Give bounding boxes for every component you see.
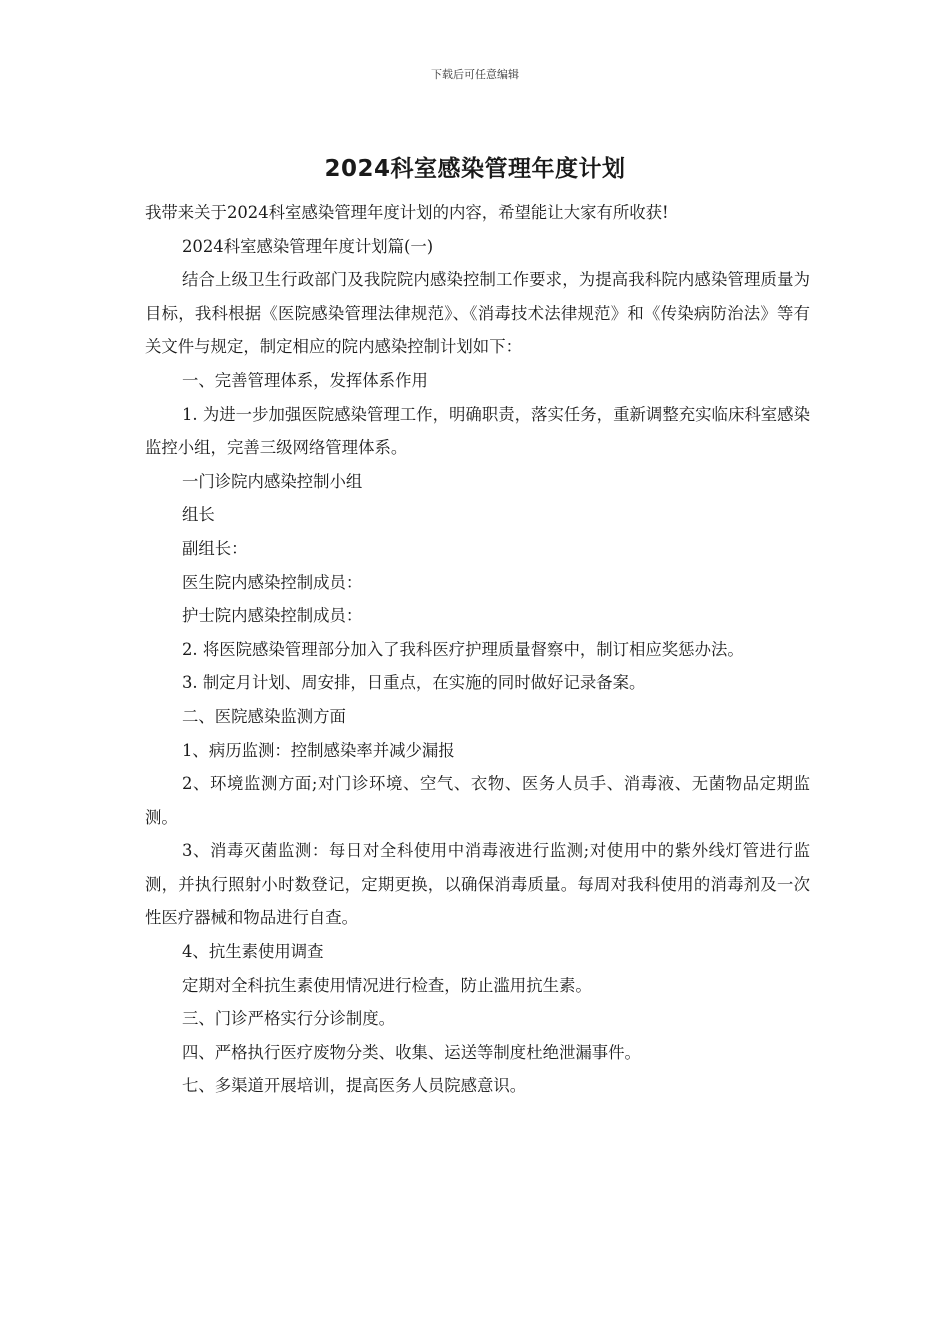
paragraph: 定期对全科抗生素使用情况进行检查，防止滥用抗生素。 (182, 975, 592, 995)
paragraph: 四、严格执行医疗废物分类、收集、运送等制度杜绝泄漏事件。 (182, 1042, 641, 1062)
paragraph: 副组长： (182, 538, 248, 558)
paragraph: 一、完善管理体系，发挥体系作用 (182, 370, 428, 390)
download-note: 下载后可任意编辑 (431, 68, 519, 81)
paragraph: 结合上级卫生行政部门及我院院内感染控制工作要求，为提高我科院内感染管理质量为目标，我科根据《医院感染管理法律规范》、《消毒技术法律规范》和《传染病防治法》等有关文件与规定，制定相应的院内感染控制计划如下： (145, 270, 810, 357)
paragraph: 1、病历监测：控制感染率并减少漏报 (182, 740, 455, 760)
paragraph: 3. 制定月计划、周安排，日重点，在实施的同时做好记录备案。 (182, 673, 646, 693)
paragraph: 医生院内感染控制成员： (182, 572, 363, 592)
paragraph: 2. 将医院感染管理部分加入了我科医疗护理质量督察中，制订相应奖惩办法。 (182, 639, 744, 659)
paragraph: 护士院内感染控制成员： (182, 606, 363, 626)
paragraph: 三、门诊严格实行分诊制度。 (182, 1009, 396, 1029)
paragraph: 4、抗生素使用调查 (182, 942, 324, 962)
document-body (145, 196, 810, 1103)
paragraph: 2、环境监测方面;对门诊环境、空气、衣物、医务人员手、消毒液、无菌物品定期监测。 (145, 774, 810, 827)
paragraph-section-heading: 2024科室感染管理年度计划篇(一) (182, 236, 434, 256)
paragraph-intro: 我带来关于2024科室感染管理年度计划的内容，希望能让大家有所收获! (145, 203, 669, 222)
paragraph: 1. 为进一步加强医院感染管理工作，明确职责，落实任务，重新调整充实临床科室感染监控小组，完善三级网络管理体系。 (145, 404, 810, 458)
paragraph: 二、医院感染监测方面 (182, 706, 346, 726)
paragraph: 3、消毒灭菌监测：每日对全科使用中消毒液进行监测;对使用中的紫外线灯管进行监测，并执行照射小时数登记，定期更换，以确保消毒质量。每周对我科使用的消毒剂及一次性医疗器械和物品进行自查。 (145, 841, 810, 928)
paragraph: 七、多渠道开展培训，提高医务人员院感意识。 (182, 1076, 527, 1096)
paragraph: 组长 (182, 505, 215, 525)
paragraph: 一门诊院内感染控制小组 (182, 471, 363, 491)
document-title: 2024科室感染管理年度计划 (324, 156, 626, 182)
